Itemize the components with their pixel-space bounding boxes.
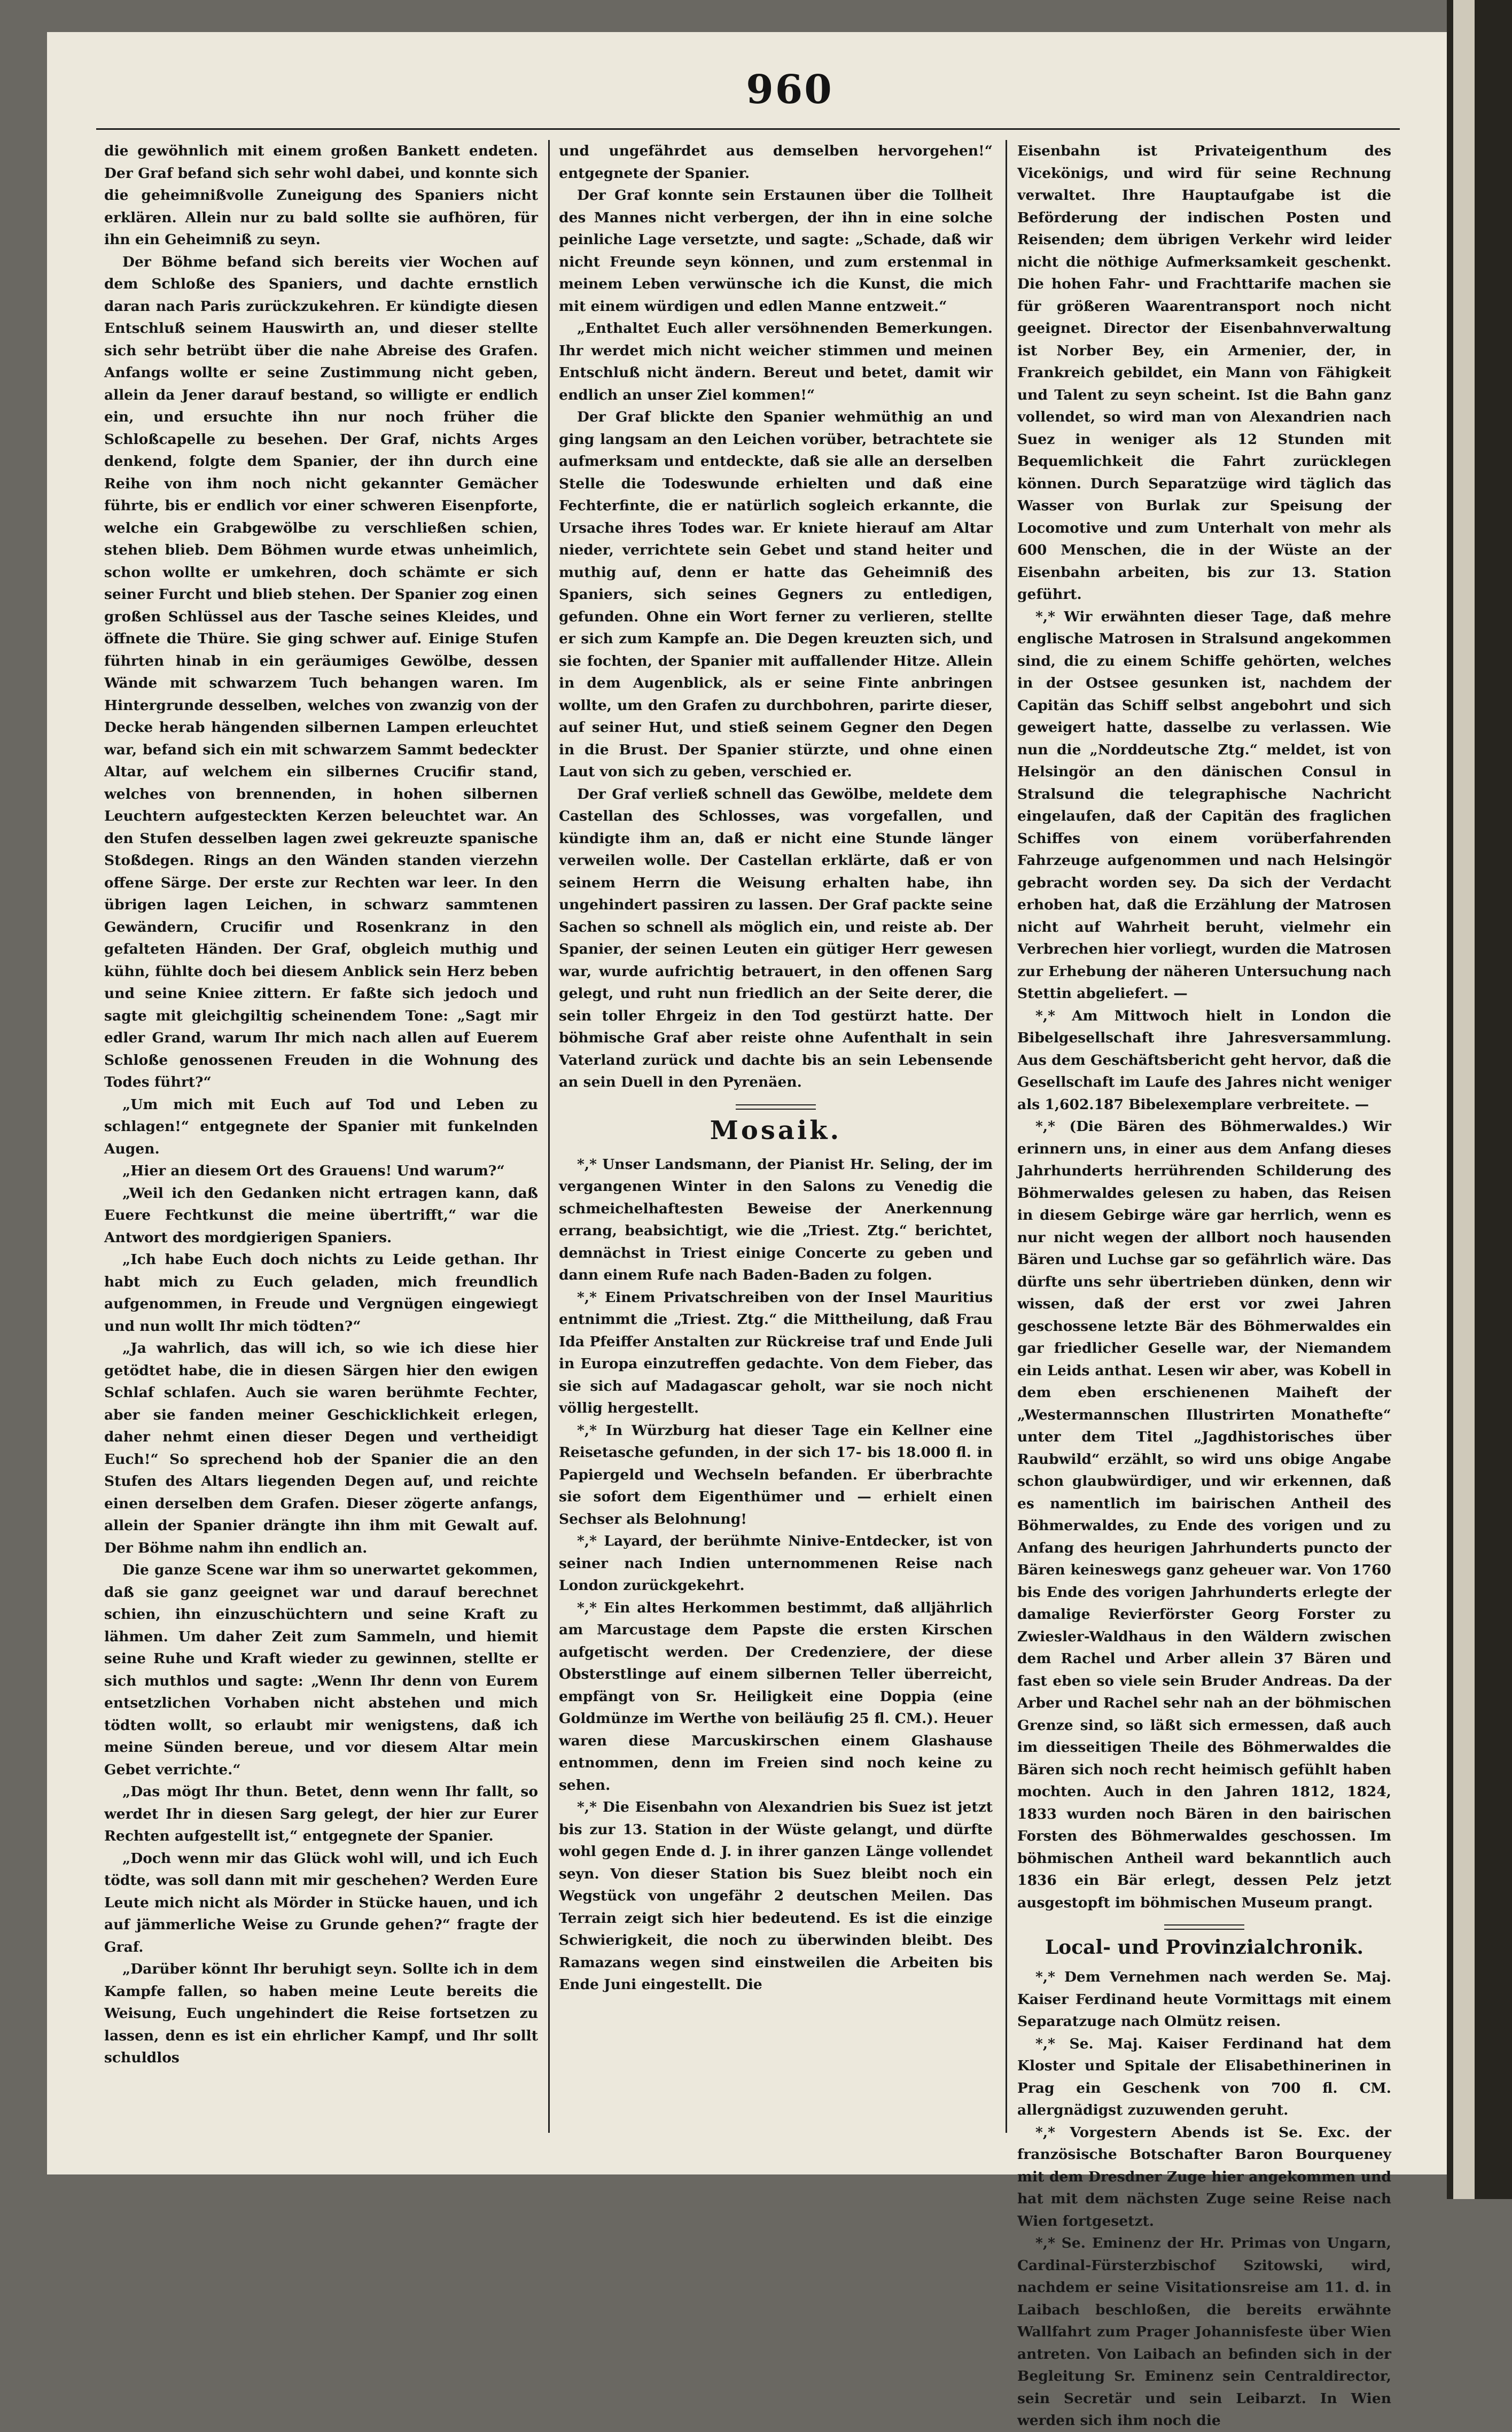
- column-1: [104, 140, 538, 2138]
- scan-background-edge: [1447, 0, 1512, 2199]
- paragraph: Der Graf verließ schnell das Gewölbe, meldete dem Castellan des Schlosses, was vorgefallen, und kündigte ihm an, daß er nicht eine Stunde länger verweilen wolle. Der Castellan erklärte, daß er von seinem Herrn die Weisung erhalten habe, ihn ungehindert passiren zu lassen. Der Graf packte seine Sachen so schnell als möglich ein, und reiste ab. Der Spanier, der seinen Leuten ein gütiger Herr gewesen war, wurde aufrichtig betrauert, in den offenen Sarg gelegt, und ruht nun friedlich an der Seite derer, die sein toller Ehrgeiz in den Tod gestürzt hatte. Der böhmische Graf aber reiste ohne Aufenthalt in sein Vaterland zurück und dachte bis an sein Lebensende an sein Duell in den Pyrenäen.: [559, 785, 993, 1090]
- paragraph: „Hier an diesem Ort des Grauens! Und warum?“: [122, 1163, 505, 1179]
- paragraph: „Ich habe Euch doch nichts zu Leide gethan. Ihr habt mich zu Euch geladen, mich freundlich aufgenommen, in Freude und Vergnügen eingewiegt und nun wollt Ihr mich tödten?“: [104, 1251, 538, 1335]
- paragraph: „Doch wenn mir das Glück wohl will, und ich Euch tödte, was soll dann mit mir geschehen? Werden Eure Leute mich nicht als Mörder in Stücke hauen, und ich auf jämmerliche Weise zu Grunde gehen?“ fragte der Graf.: [104, 1850, 538, 1955]
- next-page-edge: [1453, 0, 1475, 2199]
- column-2: [559, 140, 993, 2138]
- paragraph: „Weil ich den Gedanken nicht ertragen kann, daß Euere Fechtkunst die meine übertrifft,“ war die Antwort des mordgierigen Spaniers.: [104, 1184, 538, 1246]
- paragraph: Der Böhme befand sich bereits vier Wochen auf dem Schloße des Spaniers, und dachte ernstlich daran nach Paris zurückzukehren. Er kündigte diesen Entschluß seinem Hauswirth an, und dieser stellte sich sehr betrübt über die nahe Abreise des Grafen. Anfangs wollte er seine Zustimmung nicht geben, allein da Jener darauf bestand, so willigte er endlich ein, und ersuchte ihn nur noch früher die Schloßcapelle zu besehen. Der Graf, nichts Arges denkend, folgte dem Spanier, der ihn durch eine Reihe von ihm noch nicht gekannter Gemächer führte, bis er endlich vor einer schweren Eisenpforte, welche ein Grabgewölbe zu verschließen schien, stehen blieb. Dem Böhmen wurde etwas unheimlich, schon wollte er umkehren, doch schämte er sich seiner Furcht und blieb stehen. Der Spanier zog einen großen Schlüssel aus der Tasche seines Kleides, und öffnete die Thüre. Sie ging schwer auf. Einige Stufen führten hinab in ein geräumiges Gewölbe, dessen Wände mit schwarzem Tuch behangen waren. Im Hintergrunde desselben, welches von zwanzig von der Decke herab hängenden silbernen Lampen erleuchtet war, befand sich ein mit schwarzem Sammt bedeckter Altar, auf welchem ein silbernes Crucifir stand, welches von brennenden, in hohen silbernen Leuchtern aufgesteckten Kerzen beleuchtet war. An den Stufen desselben lagen zwei gekreuzte spanische Stoßdegen. Rings an den Wänden standen vierzehn offene Särge. Der erste zur Rechten war leer. In den übrigen lagen Leichen, in schwarz sammtenen Gewändern, Crucifir und Rosenkranz in den gefalteten Händen. Der Graf, obgleich muthig und kühn, fühlte doch bei diesem Anblick sein Herz beben und seine Kniee zittern. Er faßte sich jedoch und sagte mit gleichgiltig scheinendem Tone: „Sagt mir edler Grand, warum Ihr mich nach allen auf Euerem Schloße genossenen Freuden in die Wohnung des Todes führt?“: [104, 253, 538, 1090]
- mosaik-heading: Mosaik.: [710, 1115, 842, 1145]
- news-item: *,* Einem Privatschreiben von der Insel Mauritius entnimmt die „Triest. Ztg.“ die Mittheilung, daß Frau Ida Pfeiffer Anstalten zur Rückreise traf und Ende Juli in Europa einzutreffen gedachte. Von dem Fieber, das sie sich auf Madagascar geholt, war sie noch nicht völlig hergestellt.: [559, 1289, 993, 1416]
- paragraph: Der Graf blickte den Spanier wehmüthig an und ging langsam an den Leichen vorüber, betrachtete sie aufmerksam und entdeckte, daß sie alle an derselben Stelle die Todeswunde erhielten und daß eine Fechterfinte, die er natürlich sogleich erkannte, die Ursache ihres Todes war. Er kniete hierauf am Altar nieder, verrichtete sein Gebet und stand heiter und muthig auf, denn er hatte das Geheimniß des Spaniers, sich seines Gegners zu entledigen, gefunden. Ohne ein Wort ferner zu verlieren, stellte er sich zum Kampfe an. Die Degen kreuzten sich, und sie fochten, der Spanier mit auffallender Hitze. Allein in dem Augenblick, als er seine Finte anbringen wollte, um den Grafen zu durchbohren, parirte dieser, auf seiner Hut, und stieß seinem Gegner den Degen in die Brust. Der Spanier stürzte, und ohne einen Laut von sich zu geben, verschied er.: [559, 409, 993, 780]
- paragraph: „Enthaltet Euch aller versöhnenden Bemerkungen. Ihr werdet mich nicht weicher stimmen und meinen Entschluß nicht ändern. Bereut und betet, damit wir endlich an unser Ziel kommen!“: [559, 320, 993, 403]
- paragraph: „Das mögt Ihr thun. Betet, denn wenn Ihr fallt, so werdet Ihr in diesen Sarg gelegt, der hier zur Eurer Rechten aufgestellt ist,“ entgegnete der Spanier.: [104, 1783, 538, 1844]
- page-number: 960: [746, 67, 833, 113]
- paragraph: „Um mich mit Euch auf Tod und Leben zu schlagen!“ entgegnete der Spanier mit funkelnden Augen.: [104, 1096, 538, 1157]
- paragraph: Der Graf konnte sein Erstaunen über die Tollheit des Mannes nicht verbergen, der ihn in eine solche peinliche Lage versetzte, und sagte: „Schade, daß wir nicht Freunde seyn können, und zum erstenmal in meinem Leben verwünsche ich die Kunst, die mich mit einem würdigen und edlen Manne entzweit.“: [559, 187, 993, 315]
- news-item: *,* (Die Bären des Böhmerwaldes.) Wir erinnern uns, in einer aus dem Anfang dieses Jahrhunderts herrührenden Schilderung des Böhmerwaldes gelesen zu haben, das Reisen in diesem Gebirge wäre gar herrlich, wenn es nur nicht wegen der allbort noch hausenden Bären und Luchse gar so gefährlich wäre. Das dürfte uns sehr übertrieben dünken, denn wir wissen, daß der erst vor zwei Jahren geschossene letzte Bär des Böhmerwaldes ein gar friedlicher Geselle war, der Niemandem ein Leids anthat. Lesen wir aber, was Kobell in dem eben erschienenen Maiheft der „Westermannschen Illustrirten Monathefte“ unter dem Titel „Jagdhistorisches über Raubwild“ erzählt, so wird uns obige Angabe schon glaubwürdiger, und wir erkennen, daß es namentlich im bairischen Antheil des Böhmerwaldes, zu Ende des vorigen und zu Anfang des heurigen Jahrhunderts puncto der Bären keineswegs ganz geheuer war. Von 1760 bis Ende des vorigen Jahrhunderts erlegte der damalige Revierförster Georg Forster zu Zwiesler-Waldhaus in den Wäldern zwischen dem Rachel und Arber allein 37 Bären und fast eben so viele sein Bruder Andreas. Da der Arber und Rachel sehr nah an der böhmischen Grenze sind, so läßt sich ermessen, daß auch im diesseitigen Theile des Böhmerwaldes die Bären sich noch recht heimisch gefühlt haben mochten. Auch in den Jahren 1812, 1824, 1833 wurden noch Bären in den bairischen Forsten des Böhmerwaldes geschossen. Im böhmischen Antheil ward bekanntlich auch 1836 ein Bär erlegt, dessen Pelz jetzt ausgestopft im böhmischen Museum prangt.: [1017, 1118, 1391, 1911]
- header-rule: [96, 128, 1400, 130]
- news-item: *,* Vorgestern Abends ist Se. Exc. der französische Botschafter Baron Bourqueney mit dem Dresdner Zuge hier angekommen und hat mit dem nächsten Zuge seine Reise nach Wien fortgesetzt.: [1017, 2124, 1391, 2230]
- news-item: *,* Se. Maj. Kaiser Ferdinand hat dem Kloster und Spitale der Elisabethinerinen in Prag ein Geschenk von 700 fl. CM. allergnädigst zuzuwenden geruht.: [1017, 2035, 1391, 2118]
- paragraph: „Darüber könnt Ihr beruhigt seyn. Sollte ich in dem Kampfe fallen, so haben meine Leute bereits die Weisung, Euch ungehindert die Reise fortsetzen zu lassen, denn es ist ein ehrlicher Kampf, und Ihr sollt schuldlos: [104, 1961, 538, 2066]
- news-item: *,* Ein altes Herkommen bestimmt, daß alljährlich am Marcustage dem Papste die ersten Kirschen aufgetischt werden. Der Credenziere, der diese Obsterstlinge auf einem silbernen Teller überreicht, empfängt von Sr. Heiligkeit eine Doppia (eine Goldmünze im Werthe von beiläufig 25 fl. CM.). Heuer waren diese Marcuskirschen einem Glashause entnommen, denn im Freien sind noch keine zu sehen.: [559, 1599, 993, 1794]
- paragraph: „Ja wahrlich, das will ich, so wie ich diese hier getödtet habe, die in diesen Särgen hier den ewigen Schlaf schlafen. Auch sie waren berühmte Fechter, aber sie fanden meiner Geschicklichkeit erlegen, daher nehmt einen dieser Degen und vertheidigt Euch!“ So sprechend hob der Spanier die an den Stufen des Altars liegenden Degen auf, und reichte einen derselben dem Grafen. Dieser zögerte anfangs, allein der Spanier drängte ihn ihm mit Gewalt auf. Der Böhme nahm ihn endlich an.: [104, 1340, 538, 1556]
- news-item: Eisenbahn ist Privateigenthum des Vicekönigs, und wird für seine Rechnung verwaltet. Ihre Hauptaufgabe ist die Beförderung der indischen Posten und Reisenden; dem übrigen Verkehr wird leider nicht die nöthige Aufmerksamkeit geschenkt. Die hohen Fahr- und Frachttarife machen sie für größeren Waarentransport noch nicht geeignet. Director der Eisenbahnverwaltung ist Norber Bey, ein Armenier, der, in Frankreich gebildet, ein Mann von Fähigkeit und Talent zu seyn scheint. Ist die Bahn ganz vollendet, so wird man von Alexandrien nach Suez in weniger als 12 Stunden mit Bequemlichkeit die Fahrt zurücklegen können. Durch Separatzüge wird täglich das Wasser von Burlak zur Speisung der Locomotive und zum Unterhalt von mehr als 600 Menschen, die in der Wüste an der Eisenbahn arbeiten, bis zur 13. Station geführt.: [1017, 143, 1391, 603]
- paragraph: und ungefährdet aus demselben hervorgehen!“ entgegnete der Spanier.: [559, 143, 993, 182]
- column-rule-1: [548, 140, 550, 2133]
- news-item: *,* Dem Vernehmen nach werden Se. Maj. Kaiser Ferdinand heute Vormittags mit einem Separatzuge nach Olmütz reisen.: [1017, 1969, 1391, 2030]
- news-item: *,* Unser Landsmann, der Pianist Hr. Seling, der im vergangenen Winter in den Salons zu Venedig die schmeichelhaftesten Beweise der Anerkennung errang, beabsichtigt, wie die „Triest. Ztg.“ berichtet, demnächst in Triest einige Concerte zu geben und dann einem Rufe nach Baden-Baden zu folgen.: [559, 1156, 993, 1283]
- news-item: *,* Se. Eminenz der Hr. Primas von Ungarn, Cardinal-Fürsterzbischof Szitowski, wird, nachdem er seine Visitationsreise am 11. d. in Laibach beschloßen, die bereits erwähnte Wallfahrt zum Prager Johannisfeste über Wien antreten. Von Laibach an befinden sich in der Begleitung Sr. Eminenz sein Centraldirector, sein Secretär und sein Leibarzt. In Wien werden sich ihm noch die: [1017, 2235, 1391, 2429]
- paragraph: Die ganze Scene war ihm so unerwartet gekommen, daß sie ganz geeignet war und darauf berechnet schien, ihn einzuschüchtern und seine Kraft zu lähmen. Um daher Zeit zum Sammeln, und hiemit seine Ruhe und Kraft wieder zu gewinnen, stellte er sich muthlos und sagte: „Wenn Ihr denn von Eurem entsetzlichen Vorhaben nicht abstehen und mich tödten wollt, so erlaubt mir wenigstens, daß ich meine Sünden bereue, und vor diesem Altar mein Gebet verrichte.“: [104, 1562, 538, 1778]
- local-chronicle-heading: Local- und Provinzialchronik.: [1045, 1936, 1364, 1959]
- news-item: *,* In Würzburg hat dieser Tage ein Kellner eine Reisetasche gefunden, in der sich 17- bis 18.000 fl. in Papiergeld und Wechseln befanden. Er überbrachte sie sofort dem Eigenthümer und — erhielt einen Sechser als Belohnung!: [559, 1422, 993, 1527]
- column-3: [1017, 140, 1391, 2429]
- section-divider: [1164, 1924, 1244, 1930]
- column-rule-2: [1006, 140, 1007, 2133]
- paragraph: die gewöhnlich mit einem großen Bankett endeten. Der Graf befand sich sehr wohl dabei, und konnte sich die geheimnißvolle Zuneigung des Spaniers nicht erklären. Allein nur zu bald sollte sie aufhören, für ihn ein Geheimniß zu seyn.: [104, 143, 538, 248]
- news-item: *,* Layard, der berühmte Ninive-Entdecker, ist von seiner nach Indien unternommenen Reise nach London zurückgekehrt.: [559, 1533, 993, 1594]
- news-item: *,* Die Eisenbahn von Alexandrien bis Suez ist jetzt bis zur 13. Station in der Wüste gelangt, und dürfte wohl gegen Ende d. J. in ihrer ganzen Länge vollendet seyn. Von dieser Station bis Suez bleibt noch ein Wegstück von ungefähr 2 deutschen Meilen. Das Terrain zeigt sich hier bedeutend. Es ist die einzige Schwierigkeit, die noch zu überwinden bleibt. Des Ramazans wegen sind einstweilen die Arbeiten bis Ende Juni eingestellt. Die: [559, 1799, 993, 1993]
- news-item: *,* Wir erwähnten dieser Tage, daß mehre englische Matrosen in Stralsund angekommen sind, die zu einem Schiffe gehörten, welches in der Ostsee gesunken ist, nachdem der Capitän das Schiff selbst angebohrt und sich geweigert hatte, dasselbe zu verlassen. Wie nun die „Norddeutsche Ztg.“ meldet, ist von Helsingör an den dänischen Consul in Stralsund die telegraphische Nachricht eingelaufen, daß der Capitän des fraglichen Schiffes von einem vorüberfahrenden Fahrzeuge aufgenommen und nach Helsingör gebracht worden sey. Da sich der Verdacht erhoben hat, daß die Erzählung der Matrosen nicht auf Wahrheit beruht, vielmehr ein Verbrechen hier vorliegt, wurden die Matrosen zur Erhebung der näheren Untersuchung nach Stettin abgeliefert. —: [1017, 608, 1391, 1002]
- section-divider: [736, 1104, 816, 1110]
- news-item: *,* Am Mittwoch hielt in London die Bibelgesellschaft ihre Jahresversammlung. Aus dem Geschäftsbericht geht hervor, daß die Gesellschaft im Laufe des Jahres nicht weniger als 1,602.187 Bibelexemplare verbreitete. —: [1017, 1007, 1391, 1113]
